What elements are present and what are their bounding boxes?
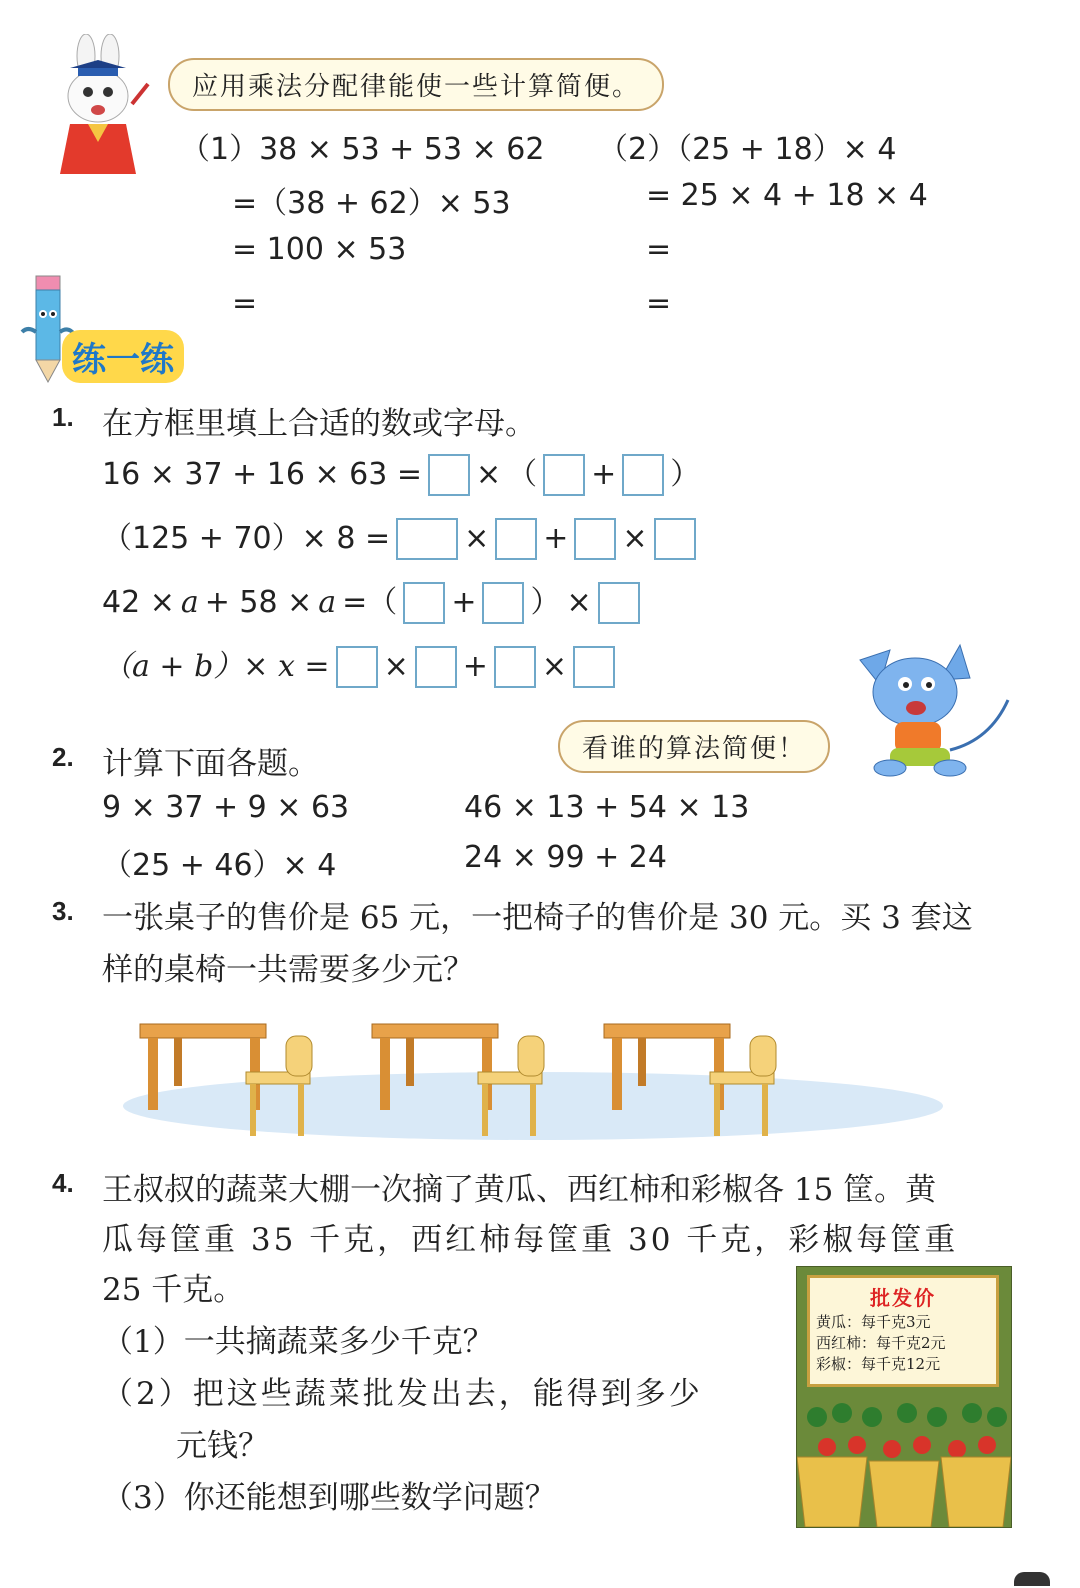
q1-row1	[102, 454, 700, 496]
times-sign: ×	[476, 457, 502, 492]
q3-number: 3.	[52, 896, 74, 926]
price-sign-row1: 黄瓜：每千克3元	[816, 1313, 931, 1331]
q4-sub2b: 元钱？	[176, 1428, 269, 1464]
vegetable-stall-illustration	[796, 1266, 1012, 1528]
rabbit-speech-bubble	[168, 58, 664, 111]
plus-sign: +	[591, 457, 617, 492]
answer-box[interactable]	[482, 582, 524, 624]
plus-sign: +	[451, 585, 477, 620]
answer-box[interactable]	[415, 646, 457, 688]
times-sign: ×	[622, 521, 648, 556]
example2-expression: （25 + 18）× 4	[677, 132, 897, 167]
q2-number: 2.	[52, 742, 74, 772]
example1-expression: 38 × 53 + 53 × 62	[259, 132, 545, 167]
example1-step1: =（38 + 62）× 53	[232, 186, 511, 221]
answer-box[interactable]	[396, 518, 458, 560]
q1-number: 1.	[52, 402, 74, 432]
price-sign	[807, 1275, 999, 1387]
q1-row3	[102, 582, 640, 624]
cat-speech-bubble	[558, 720, 830, 773]
practice-title-banner	[62, 330, 184, 383]
var-a: a	[318, 585, 337, 620]
example2-step2: =	[646, 232, 672, 267]
example2-step1: = 25 × 4 + 18 × 4	[646, 178, 928, 213]
q2-item-b: 46 × 13 + 54 × 13	[464, 790, 750, 825]
q1-row3-part-c: =（	[342, 585, 398, 620]
q1-text: 在方框里填上合适的数或字母。	[102, 406, 536, 442]
price-sign-title: 批发价	[870, 1286, 936, 1310]
plus-sign: +	[462, 649, 488, 684]
answer-box[interactable]	[598, 582, 640, 624]
q4-line1: 王叔叔的蔬菜大棚一次摘了黄瓜、西红柿和彩椒各 15 筐。黄	[102, 1172, 937, 1208]
vegetable-baskets-icon	[797, 1387, 1011, 1527]
practice-title: 练一练	[72, 340, 174, 380]
example1-label: （1）	[180, 132, 260, 167]
q1-row2	[102, 518, 696, 560]
rabbit-tip-text: 应用乘法分配律能使一些计算简便。	[192, 72, 641, 102]
answer-box[interactable]	[622, 454, 664, 496]
times-sign: ×	[541, 649, 567, 684]
blue-cat-icon	[850, 640, 1010, 780]
q4-number: 4.	[52, 1168, 74, 1198]
q2-item-d: 24 × 99 + 24	[464, 840, 667, 875]
answer-box[interactable]	[336, 646, 378, 688]
example1-expr	[180, 124, 544, 168]
left-paren: （	[507, 457, 538, 492]
q2-item-a: 9 × 37 + 9 × 63	[102, 790, 350, 825]
q1-row2-left: （125 + 70）× 8 =	[102, 521, 391, 556]
page-number-tab	[1014, 1572, 1050, 1586]
example1-step3: =	[232, 286, 258, 321]
q4-sub3: （3）你还能想到哪些数学问题？	[102, 1480, 556, 1516]
var-a: a	[180, 585, 199, 620]
q2-item-c: （25 + 46）× 4	[102, 848, 337, 883]
q1-row3-part-a: 42 ×	[102, 585, 175, 620]
answer-box[interactable]	[543, 454, 585, 496]
times-sign: ×	[383, 649, 409, 684]
q1-row4-left: （a + b）× x =	[102, 649, 330, 684]
q4-sub2a: （2）把这些蔬菜批发出去，能得到多少	[102, 1376, 703, 1412]
answer-box[interactable]	[654, 518, 696, 560]
rabbit-teacher-icon	[48, 34, 158, 179]
q3-line1: 一张桌子的售价是 65 元，一把椅子的售价是 30 元。买 3 套这	[102, 900, 973, 936]
times-sign: ×	[464, 521, 490, 556]
q2-text: 计算下面各题。	[102, 746, 319, 782]
q1-row3-part-b: + 58 ×	[204, 585, 313, 620]
cat-tip-text: 看谁的算法简便！	[582, 734, 807, 764]
q4-sub1: （1）一共摘蔬菜多少千克？	[102, 1324, 494, 1360]
answer-box[interactable]	[403, 582, 445, 624]
example1-step2: = 100 × 53	[232, 232, 407, 267]
q4-line3: 25 千克。	[102, 1272, 245, 1308]
answer-box[interactable]	[428, 454, 470, 496]
times-sign: ×	[566, 585, 592, 620]
price-sign-row3: 彩椒：每千克12元	[816, 1355, 941, 1373]
q1-row4	[102, 646, 615, 688]
plus-sign: +	[543, 521, 569, 556]
q1-row1-left: 16 × 37 + 16 × 63 =	[102, 457, 422, 492]
answer-box[interactable]	[494, 646, 536, 688]
price-sign-row2: 西红柿：每千克2元	[816, 1334, 946, 1352]
right-paren: ）	[670, 457, 701, 492]
answer-box[interactable]	[495, 518, 537, 560]
example2-label: （2）	[598, 132, 678, 167]
answer-box[interactable]	[573, 646, 615, 688]
example2-step3: =	[646, 286, 672, 321]
q3-line2: 样的桌椅一共需要多少元？	[102, 952, 474, 988]
tables-and-chairs-illustration	[118, 996, 948, 1146]
answer-box[interactable]	[574, 518, 616, 560]
example2-expr	[598, 124, 896, 168]
right-paren: ）	[530, 585, 561, 620]
q4-line2: 瓜每筐重 35 千克，西红柿每筐重 30 千克，彩椒每筐重	[102, 1222, 959, 1258]
